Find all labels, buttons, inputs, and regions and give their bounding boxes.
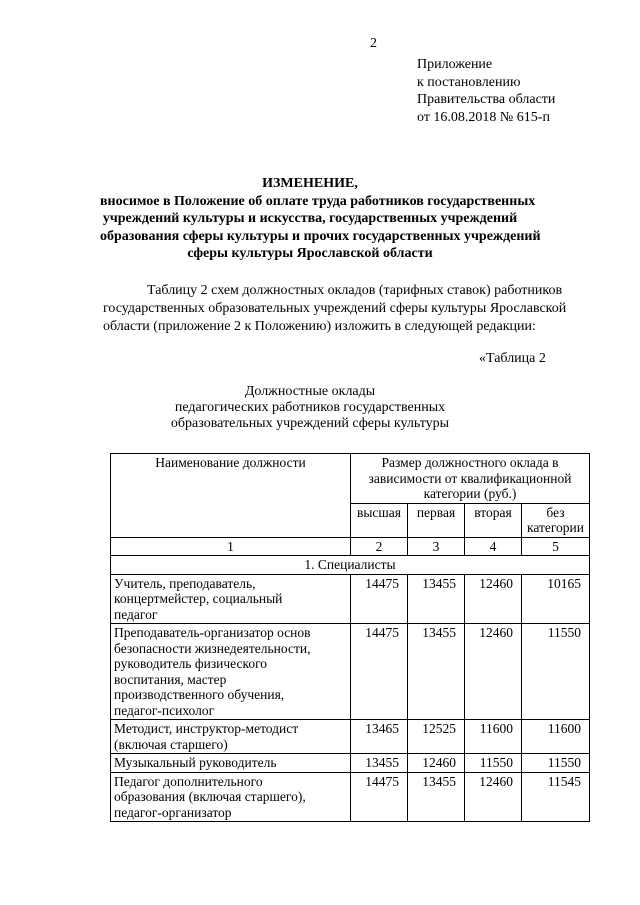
name-line: концертмейстер, социальный xyxy=(114,591,283,606)
title-line: учреждений культуры и искусства, государственных учреждений xyxy=(102,211,518,226)
name-line: руководитель физического xyxy=(114,656,268,671)
annex-line: Приложение xyxy=(417,57,493,72)
name-line: педагог-организатор xyxy=(114,804,232,820)
column-number: 4 xyxy=(465,537,522,556)
header-category: высшая xyxy=(351,503,408,537)
name-line: Учитель, преподаватель, xyxy=(114,575,256,591)
title-line: вносимое в Положение об оплате труда работников государственных xyxy=(100,193,536,209)
annex-line: Правительства области xyxy=(417,92,556,107)
salary-value: 14475 xyxy=(351,624,408,720)
annex-line: к постановлению xyxy=(417,74,521,90)
header-position: Наименование должности xyxy=(111,454,351,538)
caption-line: Должностные оклады xyxy=(244,384,376,399)
section-title: 1. Специалисты xyxy=(111,556,590,575)
salary-value: 12525 xyxy=(408,720,465,754)
position-name xyxy=(111,754,351,773)
table-row xyxy=(111,574,590,624)
column-number-row xyxy=(111,537,590,556)
salary-value: 13455 xyxy=(408,574,465,624)
document-title xyxy=(100,175,541,263)
header-salary-group: Размер должностного оклада в зависимости от квалификационной категории (руб.) xyxy=(351,454,590,504)
caption-line: образовательных учреждений сферы культуры xyxy=(170,416,450,431)
paragraph-line: области (приложение 2 к Положению) изложить в следующей редакции: xyxy=(103,319,536,334)
salary-value: 12460 xyxy=(408,754,465,773)
name-line: педагог-психолог xyxy=(114,702,215,718)
caption-line: педагогических работников государственных xyxy=(174,400,446,415)
salary-value: 11550 xyxy=(522,754,590,773)
table-row xyxy=(111,754,590,773)
salary-value: 12460 xyxy=(465,624,522,720)
column-number: 1 xyxy=(111,537,351,556)
section-row xyxy=(111,556,590,575)
position-name xyxy=(111,720,351,754)
salary-table xyxy=(110,453,590,822)
title-heading: ИЗМЕНЕНИЕ, xyxy=(262,176,358,191)
paragraph-line: государственных образовательных учреждений сферы культуры Ярославской xyxy=(103,301,567,316)
salary-value: 12460 xyxy=(465,574,522,624)
table-caption xyxy=(100,384,520,432)
salary-value: 13455 xyxy=(408,772,465,822)
annex-line: от 16.08.2018 № 615-п xyxy=(417,109,550,125)
table-row xyxy=(111,624,590,720)
salary-value: 13455 xyxy=(408,624,465,720)
salary-value: 10165 xyxy=(522,574,590,624)
header-category: без категории xyxy=(522,503,590,537)
header-category: первая xyxy=(408,503,465,537)
position-name xyxy=(111,624,351,720)
salary-value: 11600 xyxy=(465,720,522,754)
column-number: 3 xyxy=(408,537,465,556)
salary-value: 11600 xyxy=(522,720,590,754)
name-line: Преподаватель-организатор основ xyxy=(114,625,311,640)
name-line: производственного обучения, xyxy=(114,687,285,702)
table-header-row xyxy=(111,454,590,504)
salary-value: 11545 xyxy=(522,772,590,822)
name-line: образования (включая старшего), xyxy=(114,789,306,804)
name-line: Методист, инструктор-методист xyxy=(114,721,299,736)
table-reference: «Таблица 2 xyxy=(479,351,546,366)
title-line: сферы культуры Ярославской области xyxy=(187,246,433,261)
salary-value: 14475 xyxy=(351,772,408,822)
salary-value: 14475 xyxy=(351,574,408,624)
name-line: педагог xyxy=(114,606,158,622)
paragraph-line: Таблицу 2 схем должностных окладов (тарифных ставок) работников xyxy=(147,283,563,298)
salary-value: 13465 xyxy=(351,720,408,754)
page-number: 2 xyxy=(370,36,377,51)
name-line: Педагог дополнительного xyxy=(114,773,263,789)
salary-value: 12460 xyxy=(465,772,522,822)
name-line: воспитания, мастер xyxy=(114,671,227,687)
name-line: (включая старшего) xyxy=(114,736,228,752)
table-row xyxy=(111,772,590,822)
name-line: Музыкальный руководитель xyxy=(114,755,277,770)
position-name xyxy=(111,772,351,822)
column-number: 2 xyxy=(351,537,408,556)
body-paragraph xyxy=(103,282,603,336)
table-row xyxy=(111,720,590,754)
salary-value: 11550 xyxy=(465,754,522,773)
name-line: безопасности жизнедеятельности, xyxy=(114,640,311,656)
salary-value: 11550 xyxy=(522,624,590,720)
position-name xyxy=(111,574,351,624)
title-line: образования сферы культуры и прочих государственных учреждений xyxy=(100,228,541,244)
column-number: 5 xyxy=(522,537,590,556)
header-category: вторая xyxy=(465,503,522,537)
annex-block xyxy=(417,56,555,126)
salary-value: 13455 xyxy=(351,754,408,773)
